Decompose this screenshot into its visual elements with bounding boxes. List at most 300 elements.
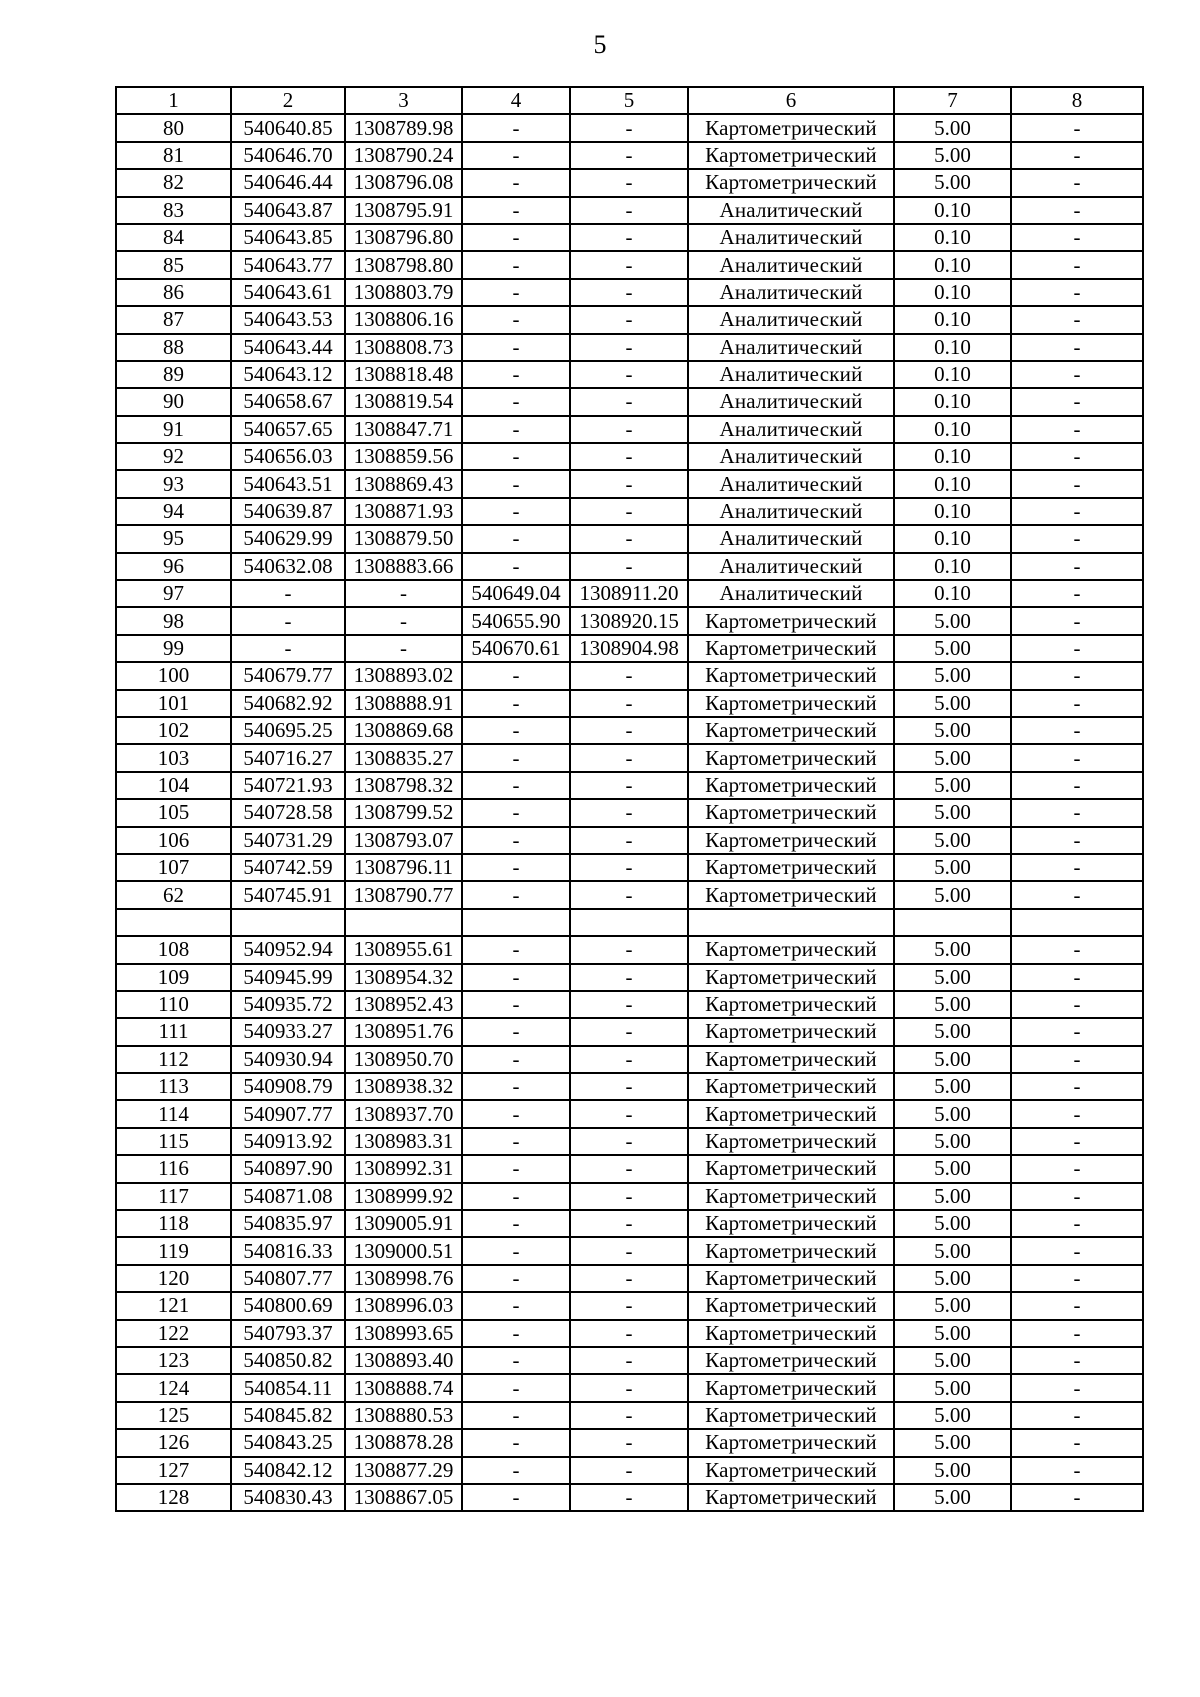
y-new-cell: - xyxy=(570,1292,688,1319)
accuracy-cell: 5.00 xyxy=(894,1155,1011,1182)
y-coordinate-cell: 1308798.32 xyxy=(345,772,462,799)
table-row xyxy=(116,662,1143,689)
point-number-cell: 87 xyxy=(116,306,231,333)
y-coordinate-cell: 1308869.43 xyxy=(345,470,462,497)
description-cell: - xyxy=(1011,1046,1143,1073)
x-new-cell: - xyxy=(462,991,570,1018)
x-coordinate-cell: 540640.85 xyxy=(231,114,345,141)
x-new-cell: - xyxy=(462,279,570,306)
method-cell: Картометрический xyxy=(688,744,894,771)
x-coordinate-cell: 540807.77 xyxy=(231,1265,345,1292)
table-row xyxy=(116,279,1143,306)
x-new-cell: - xyxy=(462,142,570,169)
x-new-cell: - xyxy=(462,799,570,826)
y-coordinate-cell: 1308798.80 xyxy=(345,251,462,278)
y-new-cell: - xyxy=(570,690,688,717)
accuracy-cell: 5.00 xyxy=(894,964,1011,991)
description-cell: - xyxy=(1011,306,1143,333)
accuracy-cell: 0.10 xyxy=(894,553,1011,580)
description-cell: - xyxy=(1011,114,1143,141)
x-new-cell: - xyxy=(462,1210,570,1237)
method-cell: Картометрический xyxy=(688,1402,894,1429)
accuracy-cell: 0.10 xyxy=(894,580,1011,607)
x-new-cell: - xyxy=(462,470,570,497)
point-number-cell: 102 xyxy=(116,717,231,744)
y-coordinate-cell: 1308877.29 xyxy=(345,1457,462,1484)
table-row xyxy=(116,416,1143,443)
x-new-cell: - xyxy=(462,416,570,443)
method-cell: Картометрический xyxy=(688,1100,894,1127)
y-coordinate-cell: 1308999.92 xyxy=(345,1183,462,1210)
point-number-cell: 128 xyxy=(116,1484,231,1511)
y-new-cell: 1308904.98 xyxy=(570,635,688,662)
table-row xyxy=(116,909,1143,936)
header-cell: 7 xyxy=(894,87,1011,114)
header-cell: 2 xyxy=(231,87,345,114)
description-cell: - xyxy=(1011,1457,1143,1484)
method-cell: Картометрический xyxy=(688,964,894,991)
accuracy-cell: 0.10 xyxy=(894,470,1011,497)
method-cell: Картометрический xyxy=(688,690,894,717)
table-row xyxy=(116,498,1143,525)
description-cell: - xyxy=(1011,169,1143,196)
y-coordinate-cell: 1308789.98 xyxy=(345,114,462,141)
y-new-cell: - xyxy=(570,334,688,361)
y-new-cell: - xyxy=(570,361,688,388)
x-coordinate-cell: 540643.85 xyxy=(231,224,345,251)
accuracy-cell: 5.00 xyxy=(894,1484,1011,1511)
description-cell: - xyxy=(1011,498,1143,525)
accuracy-cell: 5.00 xyxy=(894,1018,1011,1045)
point-number-cell: 121 xyxy=(116,1292,231,1319)
accuracy-cell: 5.00 xyxy=(894,744,1011,771)
description-cell: - xyxy=(1011,197,1143,224)
method-cell: Аналитический xyxy=(688,361,894,388)
accuracy-cell: 0.10 xyxy=(894,306,1011,333)
point-number-cell xyxy=(116,909,231,936)
description-cell: - xyxy=(1011,580,1143,607)
point-number-cell: 117 xyxy=(116,1183,231,1210)
y-coordinate-cell: 1308879.50 xyxy=(345,525,462,552)
accuracy-cell: 5.00 xyxy=(894,717,1011,744)
table-row xyxy=(116,1155,1143,1182)
x-new-cell: - xyxy=(462,197,570,224)
x-coordinate-cell: 540646.70 xyxy=(231,142,345,169)
table-row xyxy=(116,1347,1143,1374)
accuracy-cell: 5.00 xyxy=(894,635,1011,662)
y-new-cell: - xyxy=(570,772,688,799)
method-cell: Картометрический xyxy=(688,1265,894,1292)
y-new-cell: - xyxy=(570,553,688,580)
accuracy-cell: 5.00 xyxy=(894,1210,1011,1237)
description-cell: - xyxy=(1011,1320,1143,1347)
x-coordinate-cell: 540629.99 xyxy=(231,525,345,552)
point-number-cell: 93 xyxy=(116,470,231,497)
method-cell: Аналитический xyxy=(688,306,894,333)
y-coordinate-cell: 1308983.31 xyxy=(345,1128,462,1155)
method-cell: Картометрический xyxy=(688,772,894,799)
method-cell: Картометрический xyxy=(688,1046,894,1073)
x-coordinate-cell: 540643.87 xyxy=(231,197,345,224)
method-cell: Аналитический xyxy=(688,279,894,306)
description-cell: - xyxy=(1011,607,1143,634)
description-cell: - xyxy=(1011,1155,1143,1182)
x-coordinate-cell: 540933.27 xyxy=(231,1018,345,1045)
point-number-cell: 82 xyxy=(116,169,231,196)
y-coordinate-cell: 1308998.76 xyxy=(345,1265,462,1292)
point-number-cell: 111 xyxy=(116,1018,231,1045)
x-coordinate-cell: 540632.08 xyxy=(231,553,345,580)
description-cell: - xyxy=(1011,1265,1143,1292)
point-number-cell: 86 xyxy=(116,279,231,306)
point-number-cell: 125 xyxy=(116,1402,231,1429)
accuracy-cell: 5.00 xyxy=(894,1237,1011,1264)
y-new-cell: - xyxy=(570,114,688,141)
table-row xyxy=(116,334,1143,361)
x-new-cell: - xyxy=(462,1484,570,1511)
description-cell: - xyxy=(1011,416,1143,443)
y-new-cell: - xyxy=(570,1237,688,1264)
y-new-cell: - xyxy=(570,744,688,771)
y-new-cell: - xyxy=(570,498,688,525)
accuracy-cell xyxy=(894,909,1011,936)
x-coordinate-cell: 540728.58 xyxy=(231,799,345,826)
y-new-cell: - xyxy=(570,827,688,854)
x-coordinate-cell: 540656.03 xyxy=(231,443,345,470)
x-coordinate-cell: 540800.69 xyxy=(231,1292,345,1319)
point-number-cell: 114 xyxy=(116,1100,231,1127)
point-number-cell: 122 xyxy=(116,1320,231,1347)
y-coordinate-cell: 1308951.76 xyxy=(345,1018,462,1045)
method-cell: Картометрический xyxy=(688,114,894,141)
description-cell: - xyxy=(1011,553,1143,580)
description-cell: - xyxy=(1011,690,1143,717)
description-cell: - xyxy=(1011,1183,1143,1210)
table-row xyxy=(116,827,1143,854)
y-coordinate-cell: 1308796.08 xyxy=(345,169,462,196)
table-row xyxy=(116,1018,1143,1045)
description-cell: - xyxy=(1011,1210,1143,1237)
description-cell: - xyxy=(1011,799,1143,826)
description-cell: - xyxy=(1011,1128,1143,1155)
x-new-cell: - xyxy=(462,772,570,799)
y-new-cell: - xyxy=(570,1183,688,1210)
y-new-cell: - xyxy=(570,1155,688,1182)
accuracy-cell: 5.00 xyxy=(894,169,1011,196)
y-new-cell: - xyxy=(570,854,688,881)
y-coordinate-cell: 1308950.70 xyxy=(345,1046,462,1073)
y-new-cell: - xyxy=(570,1347,688,1374)
y-new-cell: - xyxy=(570,1100,688,1127)
y-new-cell: 1308920.15 xyxy=(570,607,688,634)
description-cell: - xyxy=(1011,334,1143,361)
y-coordinate-cell: 1308799.52 xyxy=(345,799,462,826)
table-row xyxy=(116,854,1143,881)
accuracy-cell: 0.10 xyxy=(894,251,1011,278)
x-coordinate-cell: 540913.92 xyxy=(231,1128,345,1155)
point-number-cell: 101 xyxy=(116,690,231,717)
point-number-cell: 110 xyxy=(116,991,231,1018)
table-row xyxy=(116,964,1143,991)
x-new-cell: - xyxy=(462,1265,570,1292)
method-cell: Картометрический xyxy=(688,1374,894,1401)
y-coordinate-cell: 1308867.05 xyxy=(345,1484,462,1511)
header-cell: 8 xyxy=(1011,87,1143,114)
x-coordinate-cell: 540639.87 xyxy=(231,498,345,525)
x-new-cell: - xyxy=(462,1183,570,1210)
y-new-cell: - xyxy=(570,1320,688,1347)
accuracy-cell: 5.00 xyxy=(894,1457,1011,1484)
y-coordinate-cell: 1308806.16 xyxy=(345,306,462,333)
point-number-cell: 95 xyxy=(116,525,231,552)
method-cell: Картометрический xyxy=(688,881,894,908)
x-new-cell: - xyxy=(462,827,570,854)
accuracy-cell: 5.00 xyxy=(894,1374,1011,1401)
accuracy-cell: 5.00 xyxy=(894,991,1011,1018)
x-new-cell: - xyxy=(462,936,570,963)
point-number-cell: 107 xyxy=(116,854,231,881)
description-cell: - xyxy=(1011,1347,1143,1374)
table-row xyxy=(116,881,1143,908)
method-cell: Картометрический xyxy=(688,1320,894,1347)
description-cell: - xyxy=(1011,991,1143,1018)
method-cell: Аналитический xyxy=(688,197,894,224)
table-row xyxy=(116,690,1143,717)
table-row xyxy=(116,553,1143,580)
point-number-cell: 126 xyxy=(116,1429,231,1456)
table-row xyxy=(116,169,1143,196)
point-number-cell: 96 xyxy=(116,553,231,580)
x-coordinate-cell: 540745.91 xyxy=(231,881,345,908)
y-coordinate-cell: 1308796.11 xyxy=(345,854,462,881)
table-row xyxy=(116,114,1143,141)
accuracy-cell: 5.00 xyxy=(894,662,1011,689)
y-new-cell: - xyxy=(570,1457,688,1484)
method-cell: Аналитический xyxy=(688,416,894,443)
x-coordinate-cell: - xyxy=(231,607,345,634)
x-coordinate-cell: 540716.27 xyxy=(231,744,345,771)
method-cell: Картометрический xyxy=(688,1128,894,1155)
y-coordinate-cell: 1308888.91 xyxy=(345,690,462,717)
accuracy-cell: 5.00 xyxy=(894,114,1011,141)
x-new-cell: - xyxy=(462,1155,570,1182)
y-new-cell: - xyxy=(570,1429,688,1456)
description-cell: - xyxy=(1011,772,1143,799)
y-coordinate-cell: 1308803.79 xyxy=(345,279,462,306)
x-coordinate-cell: 540871.08 xyxy=(231,1183,345,1210)
accuracy-cell: 0.10 xyxy=(894,197,1011,224)
point-number-cell: 85 xyxy=(116,251,231,278)
method-cell: Картометрический xyxy=(688,662,894,689)
description-cell: - xyxy=(1011,1484,1143,1511)
x-new-cell: - xyxy=(462,1347,570,1374)
y-coordinate-cell: 1308996.03 xyxy=(345,1292,462,1319)
table-row xyxy=(116,1457,1143,1484)
y-coordinate-cell: 1308952.43 xyxy=(345,991,462,1018)
x-coordinate-cell: 540721.93 xyxy=(231,772,345,799)
description-cell: - xyxy=(1011,251,1143,278)
y-new-cell: - xyxy=(570,169,688,196)
y-coordinate-cell: 1309005.91 xyxy=(345,1210,462,1237)
description-cell: - xyxy=(1011,1073,1143,1100)
point-number-cell: 103 xyxy=(116,744,231,771)
y-coordinate-cell: 1308888.74 xyxy=(345,1374,462,1401)
description-cell: - xyxy=(1011,1429,1143,1456)
y-coordinate-cell: 1308847.71 xyxy=(345,416,462,443)
point-number-cell: 113 xyxy=(116,1073,231,1100)
x-new-cell: - xyxy=(462,1237,570,1264)
y-coordinate-cell: 1308795.91 xyxy=(345,197,462,224)
y-new-cell: - xyxy=(570,1210,688,1237)
point-number-cell: 115 xyxy=(116,1128,231,1155)
table-row xyxy=(116,1374,1143,1401)
x-new-cell: - xyxy=(462,334,570,361)
table-header-row xyxy=(116,87,1143,114)
x-coordinate-cell: 540830.43 xyxy=(231,1484,345,1511)
point-number-cell: 83 xyxy=(116,197,231,224)
x-coordinate-cell: 540742.59 xyxy=(231,854,345,881)
y-new-cell: - xyxy=(570,936,688,963)
table-row xyxy=(116,443,1143,470)
method-cell xyxy=(688,909,894,936)
x-coordinate-cell: 540908.79 xyxy=(231,1073,345,1100)
description-cell: - xyxy=(1011,717,1143,744)
x-new-cell: 540655.90 xyxy=(462,607,570,634)
table-row xyxy=(116,717,1143,744)
y-coordinate-cell: 1308796.80 xyxy=(345,224,462,251)
point-number-cell: 104 xyxy=(116,772,231,799)
description-cell: - xyxy=(1011,881,1143,908)
y-coordinate-cell: 1308819.54 xyxy=(345,388,462,415)
method-cell: Аналитический xyxy=(688,251,894,278)
table-row xyxy=(116,799,1143,826)
accuracy-cell: 5.00 xyxy=(894,1073,1011,1100)
description-cell: - xyxy=(1011,1100,1143,1127)
table-row xyxy=(116,1402,1143,1429)
description-cell: - xyxy=(1011,1292,1143,1319)
x-new-cell: - xyxy=(462,361,570,388)
x-new-cell xyxy=(462,909,570,936)
y-new-cell: - xyxy=(570,470,688,497)
table-body xyxy=(116,114,1143,1511)
table-row xyxy=(116,607,1143,634)
table-row xyxy=(116,1429,1143,1456)
point-number-cell: 124 xyxy=(116,1374,231,1401)
table-row xyxy=(116,224,1143,251)
coordinates-table xyxy=(115,86,1144,1512)
table-row xyxy=(116,306,1143,333)
y-coordinate-cell: 1308790.77 xyxy=(345,881,462,908)
x-coordinate-cell: - xyxy=(231,580,345,607)
y-new-cell: - xyxy=(570,525,688,552)
y-coordinate-cell: 1308992.31 xyxy=(345,1155,462,1182)
x-coordinate-cell: 540682.92 xyxy=(231,690,345,717)
table-row xyxy=(116,1128,1143,1155)
accuracy-cell: 5.00 xyxy=(894,799,1011,826)
x-new-cell: - xyxy=(462,717,570,744)
x-coordinate-cell: 540897.90 xyxy=(231,1155,345,1182)
table-row xyxy=(116,1046,1143,1073)
y-coordinate-cell: 1309000.51 xyxy=(345,1237,462,1264)
point-number-cell: 90 xyxy=(116,388,231,415)
x-new-cell: - xyxy=(462,1292,570,1319)
header-cell: 5 xyxy=(570,87,688,114)
table-row xyxy=(116,1292,1143,1319)
y-coordinate-cell: 1308954.32 xyxy=(345,964,462,991)
description-cell: - xyxy=(1011,1374,1143,1401)
x-coordinate-cell: 540835.97 xyxy=(231,1210,345,1237)
point-number-cell: 97 xyxy=(116,580,231,607)
y-new-cell: - xyxy=(570,881,688,908)
point-number-cell: 84 xyxy=(116,224,231,251)
description-cell: - xyxy=(1011,1237,1143,1264)
accuracy-cell: 5.00 xyxy=(894,1183,1011,1210)
point-number-cell: 127 xyxy=(116,1457,231,1484)
description-cell: - xyxy=(1011,662,1143,689)
description-cell: - xyxy=(1011,224,1143,251)
y-coordinate-cell: 1308859.56 xyxy=(345,443,462,470)
method-cell: Картометрический xyxy=(688,1347,894,1374)
accuracy-cell: 0.10 xyxy=(894,525,1011,552)
y-new-cell: - xyxy=(570,306,688,333)
y-coordinate-cell: 1308808.73 xyxy=(345,334,462,361)
point-number-cell: 112 xyxy=(116,1046,231,1073)
y-coordinate-cell: 1308938.32 xyxy=(345,1073,462,1100)
y-new-cell: - xyxy=(570,662,688,689)
x-coordinate-cell: - xyxy=(231,635,345,662)
x-new-cell: - xyxy=(462,1320,570,1347)
accuracy-cell: 5.00 xyxy=(894,1320,1011,1347)
accuracy-cell: 0.10 xyxy=(894,224,1011,251)
x-new-cell: - xyxy=(462,1429,570,1456)
description-cell: - xyxy=(1011,936,1143,963)
method-cell: Аналитический xyxy=(688,388,894,415)
y-new-cell: - xyxy=(570,1484,688,1511)
x-new-cell: - xyxy=(462,525,570,552)
x-coordinate-cell: 540643.53 xyxy=(231,306,345,333)
description-cell: - xyxy=(1011,525,1143,552)
x-new-cell: - xyxy=(462,169,570,196)
method-cell: Картометрический xyxy=(688,607,894,634)
x-new-cell: - xyxy=(462,1018,570,1045)
point-number-cell: 106 xyxy=(116,827,231,854)
description-cell: - xyxy=(1011,361,1143,388)
method-cell: Картометрический xyxy=(688,799,894,826)
accuracy-cell: 5.00 xyxy=(894,827,1011,854)
x-coordinate-cell: 540657.65 xyxy=(231,416,345,443)
point-number-cell: 81 xyxy=(116,142,231,169)
x-new-cell: 540649.04 xyxy=(462,580,570,607)
point-number-cell: 98 xyxy=(116,607,231,634)
y-new-cell: - xyxy=(570,1046,688,1073)
table-row xyxy=(116,251,1143,278)
y-new-cell: - xyxy=(570,1073,688,1100)
y-new-cell: - xyxy=(570,964,688,991)
x-new-cell: - xyxy=(462,1100,570,1127)
x-new-cell: - xyxy=(462,498,570,525)
table-row xyxy=(116,936,1143,963)
table-row xyxy=(116,361,1143,388)
method-cell: Картометрический xyxy=(688,169,894,196)
y-coordinate-cell: 1308993.65 xyxy=(345,1320,462,1347)
x-new-cell: - xyxy=(462,662,570,689)
y-new-cell: - xyxy=(570,224,688,251)
table-row xyxy=(116,772,1143,799)
y-new-cell: 1308911.20 xyxy=(570,580,688,607)
y-new-cell: - xyxy=(570,251,688,278)
x-coordinate-cell: 540695.25 xyxy=(231,717,345,744)
y-new-cell: - xyxy=(570,991,688,1018)
